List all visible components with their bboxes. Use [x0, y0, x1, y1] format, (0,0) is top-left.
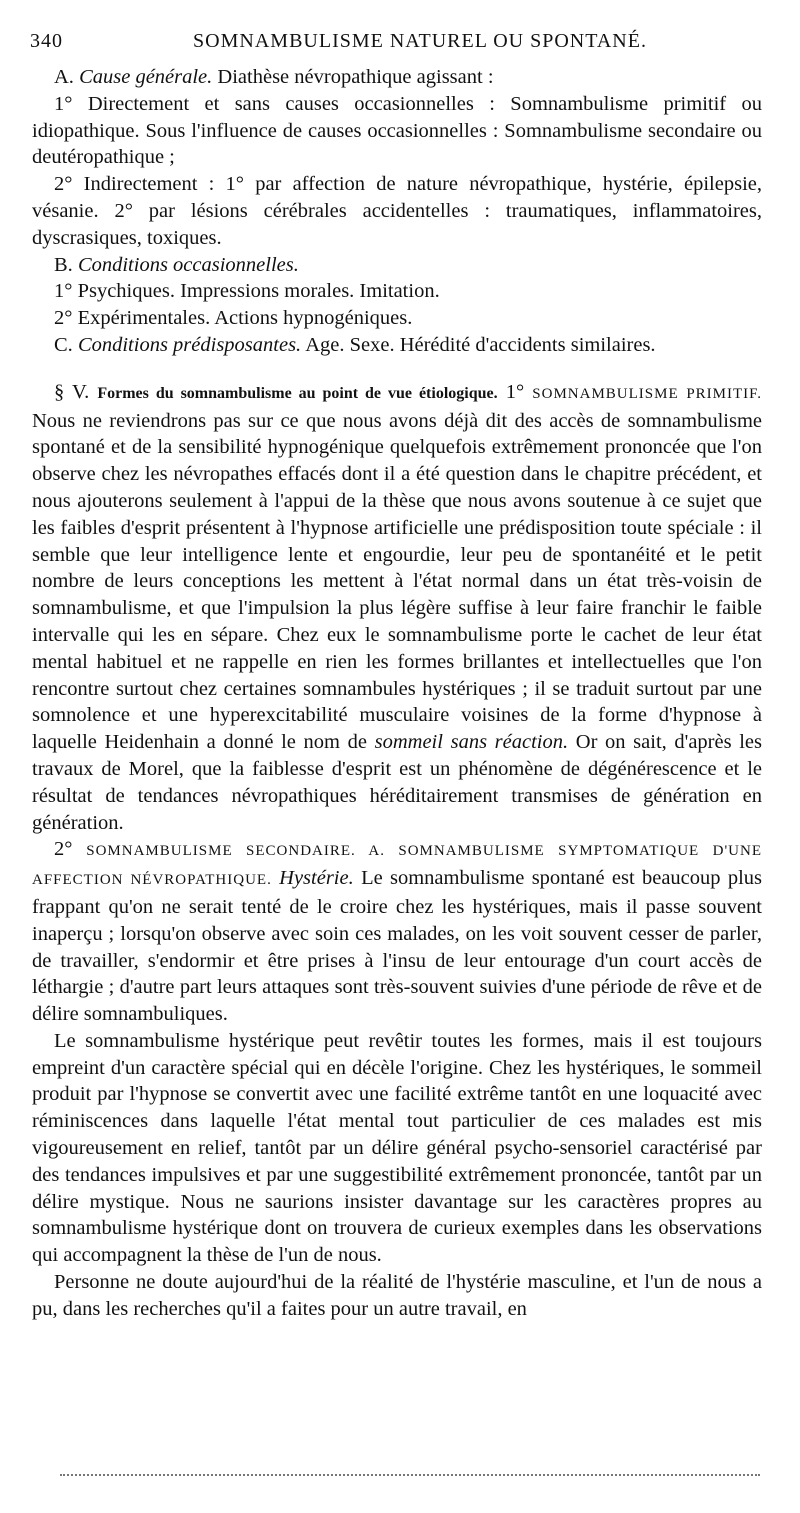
page-header — [30, 30, 770, 60]
running-head: SOMNAMBULISME NATUREL OU SPONTANÉ. — [193, 30, 647, 52]
section-v-sub-number: 1° — [505, 380, 525, 403]
outline-c-title: Conditions prédisposantes. — [77, 333, 302, 356]
section-v-number: § V. — [54, 380, 90, 403]
section-v-title: Formes du somnambulisme au point de vue étiologique. — [97, 384, 498, 402]
outline-c-text: Age. Sexe. Hérédité d'accidents similaires. — [305, 333, 656, 356]
section-v-emphasis: sommeil sans réaction. — [374, 731, 569, 754]
section-v-text-2: Or on sait, d'après les travaux de Morel, que la faiblesse d'esprit est un phénomène de dégénérescence et le résultat de tendances névropathiques héréditairement transmises de génération en génération. — [32, 731, 762, 834]
outline-b — [32, 252, 762, 279]
outline-a2: 2° Indirectement : 1° par affection de nature névropathique, hystérie, épilepsie, vésanie. 2° par lésions cérébrales accidentelles : traumatiques, inflammatoires, dyscrasiques, toxiques. — [32, 173, 762, 249]
outline-a1: 1° Directement et sans causes occasionnelles : Somnambulisme primitif ou idiopathique. Sous l'influence de causes occasionnelles : Somnambulisme secondaire ou deutéropathique ; — [32, 92, 762, 169]
page-body — [32, 64, 762, 1323]
paragraph-secondary — [32, 836, 762, 1028]
outline-a-text: Diathèse névropathique agissant : — [217, 66, 494, 88]
paragraph-masculine: Personne ne doute aujourd'hui de la réalité de l'hystérie masculine, et l'un de nous a pu, dans les recherches qu'il a faites pour un autre travail, en — [32, 1271, 762, 1320]
outline-a-label: A. — [54, 66, 74, 88]
section-v-sub-title: SOMNAMBULISME PRIMITIF. — [532, 385, 763, 402]
outline-a-title: Cause générale. — [79, 66, 213, 88]
paragraph-secondary-heading: SOMNAMBULISME SECONDAIRE. A. SOMNAMBULISME SYMPTOMATIQUE D'UNE AFFECTION NÉVROPATHIQUE. — [32, 843, 762, 889]
paragraph-hysterical: Le somnambulisme hystérique peut revêtir toutes les formes, mais il est toujours empreint d'un caractère spécial qui en décèle l'origine. Chez les hystériques, le sommeil produit par l'hypnose se convertit avec une facilité extrême tantôt en une loquacité avec réminiscences dans laquelle l'état mental tout particulier de ces malades est mis vigoureusement en relief, tantôt par un délire général psycho-sensoriel caractérisé par des tendances impulsives et par une suggestibilité extrêmement prononcée, tantôt par un délire mystique. Nous ne saurions insister davantage sur les caractères propres au somnambulisme hystérique dont on trouvera de curieux exemples dans les observations qui accompagnent la thèse de l'un de nous. — [32, 1029, 762, 1267]
outline-b1: 1° Psychiques. Impressions morales. Imitation. — [54, 280, 440, 303]
outline-a — [32, 64, 762, 91]
outline-b-title: Conditions occasionnelles. — [77, 253, 299, 276]
outline-c — [32, 332, 762, 359]
outline-b-label: B. — [54, 253, 73, 276]
paragraph-secondary-number: 2° — [54, 838, 73, 861]
footer-rule — [60, 1474, 760, 1476]
section-v-text-1: Nous ne reviendrons pas sur ce que nous avons déjà dit des accès de somnambulisme spontané et de la sensibilité hypnogénique quelquefois extrêmement prononcée que l'on observe chez les névropathes effacés dont il a été question dans le chapitre précédent, et nous ajouterons seulement à l'appui de la thèse que nous avons soutenue à ce sujet que les faibles d'esprit présentent à l'hypnose artificielle une prédisposition toute spéciale : il semble que leur intelligence lente et engourdie, leur peu de spontanéité et le petit nombre de leurs conceptions les mettent à l'état normal dans un état très-voisin de somnambulisme, et que l'impulsion la plus légère suffise à leur faire franchir le faible intervalle qui les en sépare. Chez eux le somnambulisme porte le cachet de leur état mental habituel et ne rappelle en rien les formes brillantes et intellectuelles que l'on rencontre surtout chez certaines somnambules hystériques ; il se traduit surtout par une somnolence et une hyperexcitabilité musculaire voisines de la forme d'hypnose à laquelle Heidenhain a donné le nom de — [32, 409, 762, 754]
section-v-paragraph — [32, 379, 762, 837]
paragraph-secondary-emphasis: Hystérie. — [279, 867, 354, 890]
paragraph-secondary-text: Le somnambulisme spontané est beaucoup plus frappant qu'on ne serait tenté de le croire chez les hystériques, mais il passe souvent inaperçu ; lorsqu'on observe avec soin ces malades, on les voit souvent cesser de parler, de travailler, s'endormir et être prises à l'insu de leur entourage d'un court accès de léthargie ; d'autre part leurs attaques sont très-souvent suivies d'une période de rêve et de délire somnambuliques. — [32, 867, 763, 1026]
page-number: 340 — [30, 30, 63, 52]
outline-c-label: C. — [54, 333, 73, 356]
section-gap — [32, 359, 762, 379]
outline-b2: 2° Expérimentales. Actions hypnogéniques. — [54, 307, 413, 330]
